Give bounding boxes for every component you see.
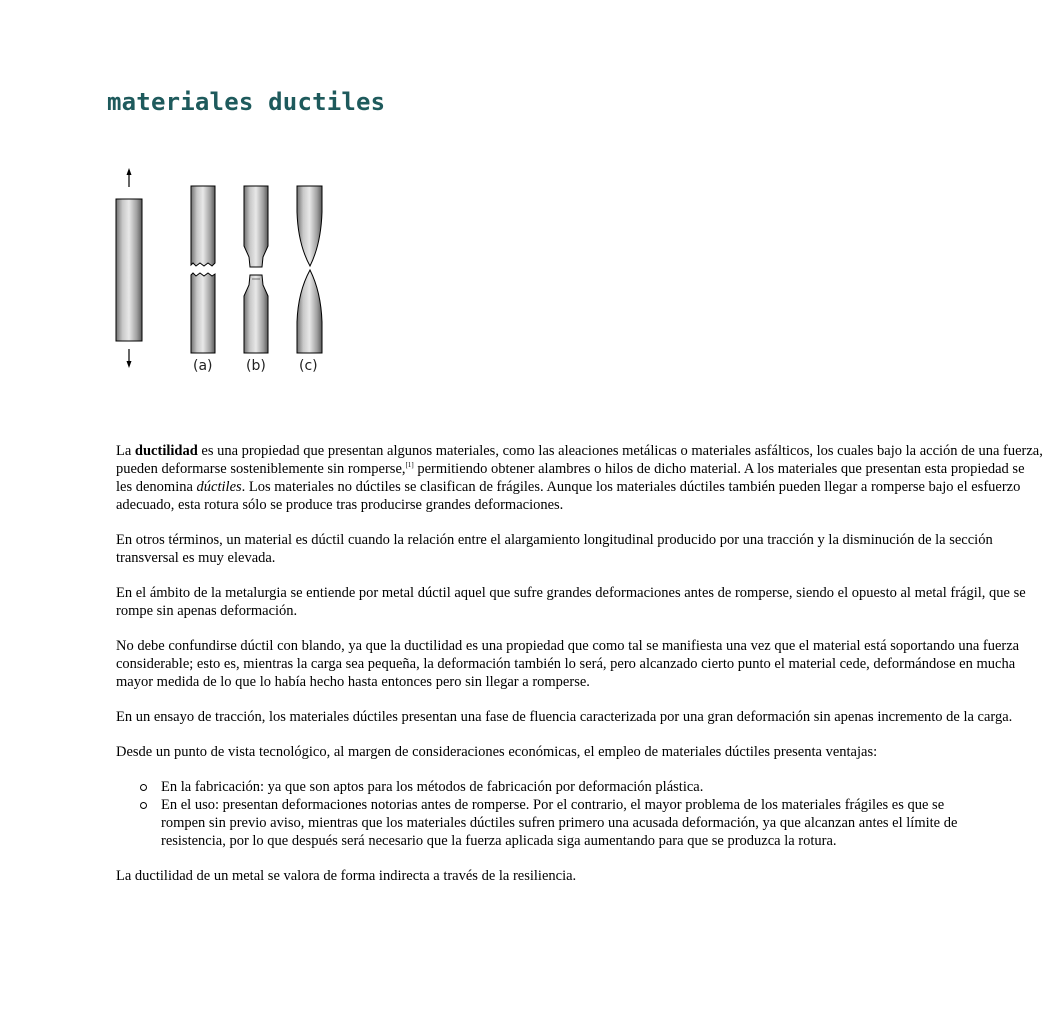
article-body <box>116 442 1043 902</box>
text-line: En el uso: presentan deformaciones notorias antes de romperse. Por el contrario, el mayor problema de los materiales frágiles es que se <box>161 797 945 813</box>
text-line: En el ámbito de la metalurgia se entiende por metal dúctil aquel que sufre grandes deformaciones antes de romperse, siendo el opuesto al metal frágil, que se <box>116 585 1026 601</box>
paragraph-tensile-test <box>116 708 1013 726</box>
text-fragment: permitiendo obtener alambres o hilos de dicho material. A los materiales que presentan esta propiedad se <box>413 461 1025 477</box>
advantages-list <box>116 778 958 850</box>
specimen-intact <box>116 199 142 341</box>
term-ductilidad: ductilidad <box>134 443 198 459</box>
text-fragment: La <box>116 443 135 459</box>
specimen-b-ductile <box>244 186 268 353</box>
paragraph-metallurgy <box>116 584 1026 620</box>
paragraph-ductile-vs-soft <box>116 637 1020 691</box>
arrow-up-icon <box>127 168 132 187</box>
text-line: rompe sin apenas deformación. <box>116 603 298 619</box>
text-fragment: . Los materiales no dúctiles se clasifican de frágiles. Aunque los materiales dúctiles también pueden llegar a romperse bajo el esfuerzo <box>241 479 1021 495</box>
bullet-icon <box>140 784 147 791</box>
figure-label-c: (c) <box>299 358 318 374</box>
specimen-c-ductile <box>297 186 322 353</box>
text-line: En la fabricación: ya que son aptos para los métodos de fabricación por deformación plástica. <box>161 779 704 795</box>
paragraph-resilience <box>116 867 768 885</box>
list-item <box>140 778 768 796</box>
text-line: En otros términos, un material es dúctil cuando la relación entre el alargamiento longitudinal producido por una tracción y la disminución de la sección <box>116 532 993 548</box>
text-line: La ductilidad de un metal se valora de forma indirecta a través de la resiliencia. <box>116 868 577 884</box>
text-fragment: pueden deformarse sosteniblemente sin romperse, <box>116 461 406 477</box>
specimen-a-brittle <box>191 186 215 353</box>
arrow-down-icon <box>127 349 132 368</box>
text-line: rompen sin previo aviso, mientras que los materiales dúctiles sufren primero una acusada deformación, ya que alcanzan antes el límite de <box>161 815 958 831</box>
text-line: resistencia, por lo que después será necesario que la fuerza aplicada siga aumentando para que se produzca la rotura. <box>161 833 837 849</box>
bullet-icon <box>140 802 147 809</box>
term-ductiles: dúctiles <box>196 479 242 495</box>
page-title: materiales ductiles <box>107 88 386 116</box>
text-line: mayor medida de lo que lo había hecho hasta entonces pero sin llegar a romperse. <box>116 674 590 690</box>
text-line: En un ensayo de tracción, los materiales dúctiles presentan una fase de fluencia caracterizada por una gran deformación sin apenas incremento de la carga. <box>116 709 1013 725</box>
text-fragment: les denomina <box>116 479 197 495</box>
specimen-diagram <box>108 162 338 390</box>
ductility-figure <box>108 162 338 390</box>
paragraph-technology <box>116 743 878 761</box>
list-item <box>140 796 958 850</box>
text-line: considerable; esto es, mientras la carga sea pequeña, la deformación también lo será, pero alcanzado cierto punto el material cede, deformándose en mucha <box>116 656 1016 672</box>
figure-label-a: (a) <box>193 358 213 374</box>
text-line: adecuado, esta rotura sólo se produce tras producirse grandes deformaciones. <box>116 497 564 513</box>
text-line: No debe confundirse dúctil con blando, ya que la ductilidad es una propiedad que como tal se manifiesta una vez que el material está soportando una fuerza <box>116 638 1020 654</box>
text-line: Desde un punto de vista tecnológico, al margen de consideraciones económicas, el empleo de materiales dúctiles presenta ventajas: <box>116 744 878 760</box>
reference-link[interactable]: [1] <box>405 461 414 469</box>
paragraph-other-terms <box>116 531 993 567</box>
figure-label-b: (b) <box>246 358 266 374</box>
text-line: transversal es muy elevada. <box>116 550 276 566</box>
text-fragment: es una propiedad que presentan algunos materiales, como las aleaciones metálicas o materiales asfálticos, los cuales bajo la acción de una fuerza, <box>197 443 1043 459</box>
paragraph-ductility-definition <box>116 442 1043 514</box>
